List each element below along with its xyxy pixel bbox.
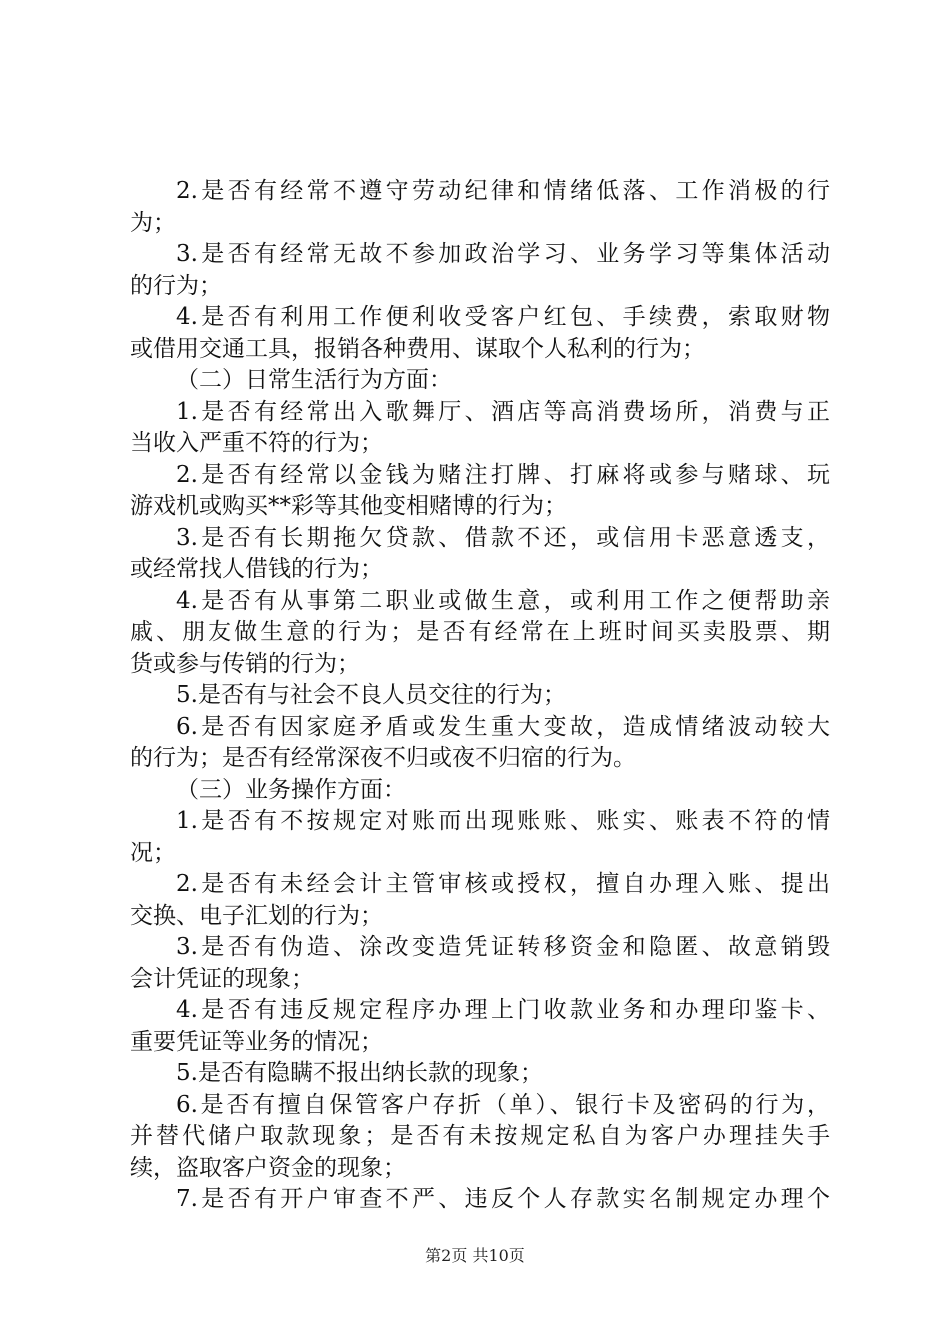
text-line: 6.是否有因家庭矛盾或发生重大变故，造成情绪波动较大 <box>176 713 830 740</box>
text-line: 3.是否有伪造、涂改变造凭证转移资金和隐匿、故意销毁 <box>176 934 830 960</box>
document-body <box>130 176 830 1216</box>
text-line: （三）业务操作方面： <box>176 776 406 803</box>
text-line: 3.是否有长期拖欠贷款、借款不还，或信用卡恶意透支， <box>176 524 830 551</box>
text-line: 为； <box>130 209 176 236</box>
text-line: 4.是否有从事第二职业或做生意，或利用工作之便帮助亲 <box>176 587 830 614</box>
text-line: 2.是否有经常以金钱为赌注打牌、打麻将或参与赌球、玩 <box>176 461 830 488</box>
text-line: 重要凭证等业务的情况； <box>130 1028 383 1055</box>
text-line: 会计凭证的现象； <box>130 965 314 992</box>
text-line: 的行为；是否有经常深夜不归或夜不归宿的行为。 <box>130 745 636 771</box>
text-line: 4.是否有利用工作便利收受客户红包、手续费，索取财物 <box>176 304 830 330</box>
text-line: 续，盗取客户资金的现象； <box>130 1154 406 1181</box>
text-line: 2.是否有经常不遵守劳动纪律和情绪低落、工作消极的行 <box>176 178 830 204</box>
text-line: （二）日常生活行为方面： <box>176 367 452 393</box>
text-line: 当收入严重不符的行为； <box>130 430 383 456</box>
text-line: 货或参与传销的行为； <box>130 650 360 677</box>
text-line: 1.是否有经常出入歌舞厅、酒店等高消费场所，消费与正 <box>176 398 830 425</box>
page-footer: 第2页 共10页 <box>425 1246 525 1265</box>
text-line: 交换、电子汇划的行为； <box>130 902 383 929</box>
text-line: 5.是否有隐瞒不报出纳长款的现象； <box>176 1060 543 1086</box>
text-line: 1.是否有不按规定对账而出现账账、账实、账表不符的情 <box>176 808 830 834</box>
text-line: 6.是否有擅自保管客户存折（单）、银行卡及密码的行为， <box>176 1091 830 1118</box>
text-line: 或借用交通工具，报销各种费用、谋取个人私利的行为； <box>130 335 705 362</box>
text-line: 况； <box>130 839 176 866</box>
text-line: 的行为； <box>130 272 222 299</box>
text-line: 戚、朋友做生意的行为；是否有经常在上班时间买卖股票、期 <box>130 619 830 645</box>
text-line: 4.是否有违反规定程序办理上门收款业务和办理印鉴卡、 <box>176 997 830 1023</box>
text-line: 并替代储户取款现象；是否有未按规定私自为客户办理挂失手 <box>130 1123 830 1149</box>
text-line: 游戏机或购买**彩等其他变相赌博的行为； <box>130 493 567 519</box>
text-line: 5.是否有与社会不良人员交往的行为； <box>176 682 566 708</box>
text-line: 7.是否有开户审查不严、违反个人存款实名制规定办理个 <box>176 1186 830 1212</box>
text-line: 3.是否有经常无故不参加政治学习、业务学习等集体活动 <box>176 241 830 267</box>
text-line: 2.是否有未经会计主管审核或授权，擅自办理入账、提出 <box>176 871 830 897</box>
text-line: 或经常找人借钱的行为； <box>130 556 383 582</box>
